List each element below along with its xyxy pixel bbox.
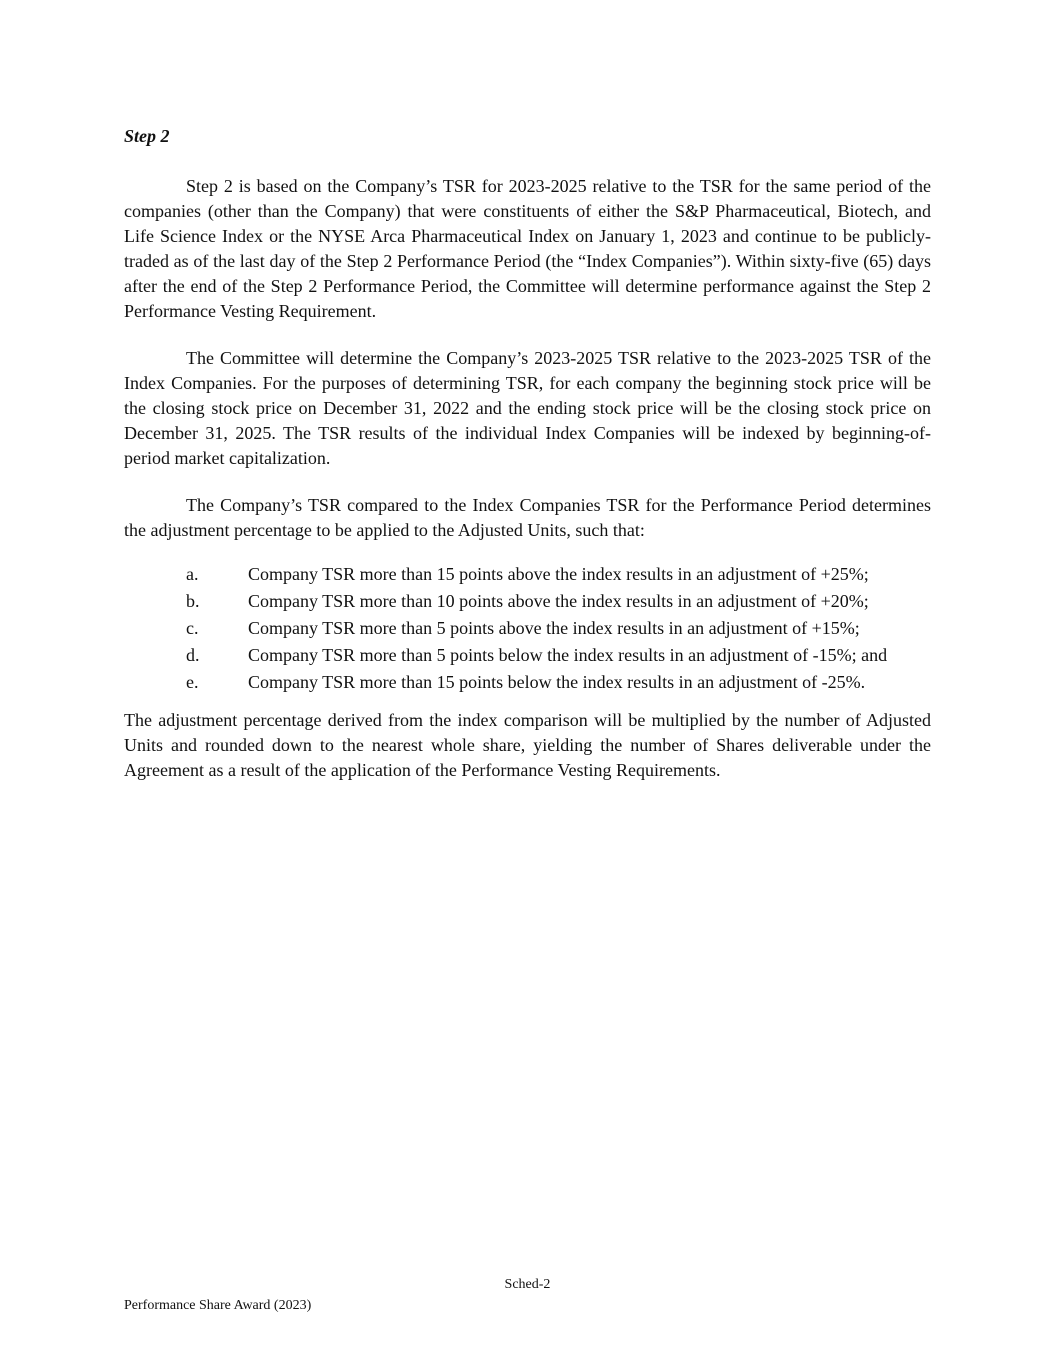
page-number: Sched-2 (504, 1277, 551, 1292)
document-body (124, 124, 931, 805)
paragraph-closing: The adjustment percentage derived from the index comparison will be multiplied by the number of Adjusted Units and rounded down to the nearest whole share, yielding the number of Shares deliverable under the Agreement as a result of the application of the Performance Vesting Requirements. (124, 710, 931, 780)
list-marker: c. (186, 618, 199, 638)
paragraph-tsr-determination: The Committee will determine the Company’s 2023-2025 TSR relative to the 2023-2025 TSR of the Index Companies. For the purposes of determining TSR, for each company the beginning stock price will be the closing stock price on December 31, 2022 and the ending stock price will be the closing stock price on December 31, 2025. The TSR results of the individual Index Companies will be indexed by beginning-of-period market capitalization. (124, 348, 931, 468)
list-item (124, 642, 931, 669)
list-item-text: Company TSR more than 15 points below the index results in an adjustment of -25%. (248, 672, 866, 692)
paragraph-step2-basis: Step 2 is based on the Company’s TSR for 2023-2025 relative to the TSR for the same period of the companies (other than the Company) that were constituents of either the S&P Pharmaceutical, Biotech, and Life Science Index or the NYSE Arca Pharmaceutical Index on January 1, 2023 and continue to be publicly-traded as of the last day of the Step 2 Performance Period (the “Index Companies”). Within sixty-five (65) days after the end of the Step 2 Performance Period, the Committee will determine performance against the Step 2 Performance Vesting Requirement. (124, 176, 931, 321)
footer-document-title: Performance Share Award (2023) (124, 1298, 312, 1313)
adjustment-list (124, 561, 931, 696)
list-item-text: Company TSR more than 5 points above the index results in an adjustment of +15%; (248, 618, 860, 638)
list-item (124, 615, 931, 642)
list-item (124, 588, 931, 615)
list-item-text: Company TSR more than 15 points above the index results in an adjustment of +25%; (248, 564, 869, 584)
list-marker: d. (186, 645, 200, 665)
section-heading: Step 2 (124, 126, 170, 146)
list-marker: e. (186, 672, 199, 692)
list-item (124, 669, 931, 696)
paragraph-adjustment-intro: The Company’s TSR compared to the Index Companies TSR for the Performance Period determines the adjustment percentage to be applied to the Adjusted Units, such that: (124, 495, 931, 540)
list-marker: b. (186, 591, 200, 611)
list-marker: a. (186, 564, 199, 584)
list-item-text: Company TSR more than 5 points below the index results in an adjustment of -15%; and (248, 645, 888, 665)
list-item-text: Company TSR more than 10 points above the index results in an adjustment of +20%; (248, 591, 869, 611)
list-item (124, 561, 931, 588)
